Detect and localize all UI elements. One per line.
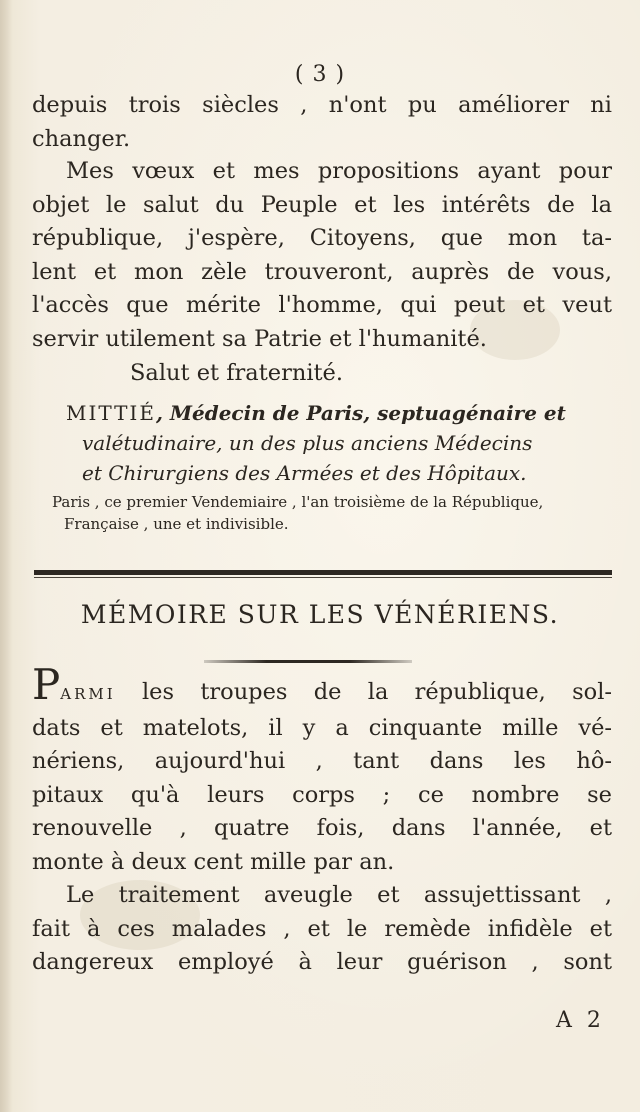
drop-cap: P [32,660,61,709]
text-line: république, j'espère, Citoyens, que mon ta- [32,225,612,251]
dateline-line: Paris , ce premier Vendemiaire , l'an troisième de la République, [52,493,544,511]
paragraph-continuation [32,89,612,156]
section-divider-thin [34,577,612,578]
author-title-line: valétudinaire, un des plus anciens Médecins [82,431,533,455]
text-line: depuis trois siècles , n'ont pu améliorer ni [32,92,612,118]
dateline-line: Française , une et indivisible. [64,515,289,533]
small-caps-word: ARMI [60,685,116,703]
text-line: fait à ces malades , et le remède infidèle et [32,915,612,942]
text-line: nériens, aujourd'hui , tant dans les hô- [32,748,612,774]
paragraph-proposals [32,155,612,356]
signature-block [66,398,616,488]
text-line: dats et matelots, il y a cinquante mille vé- [32,714,612,741]
text-line: changer. [32,125,131,152]
heading-ornament-rule [204,660,412,663]
memoir-body [32,660,612,980]
signature-mark: A 2 [556,1008,605,1033]
section-divider [34,570,612,575]
text-line: renouvelle , quatre fois, dans l'année, et [32,815,612,841]
text-line: servir utilement sa Patrie et l'humanité. [32,325,487,352]
text-line: Le traitement aveugle et assujettissant , [66,882,612,908]
text-line [32,660,612,712]
author-name: MITTIÉ [66,401,156,425]
text-line: monte à deux cent mille par an. [32,848,395,875]
author-title: , Médecin de Paris, septuagénaire et [155,401,566,425]
text-line: lent et mon zèle trouveront, auprès de vous, [32,258,612,285]
text-fragment: les troupes de la république, sol- [115,679,612,705]
salutation: Salut et fraternité. [130,360,344,386]
section-heading: MÉMOIRE SUR LES VÉNÉRIENS. [80,600,560,629]
author-title-line: et Chirurgiens des Armées et des Hôpitaux. [82,461,527,485]
text-line: l'accès que mérite l'homme, qui peut et veut [32,292,612,318]
text-line: Mes vœux et mes propositions ayant pour [66,158,612,184]
page-spine-shadow [0,0,12,1112]
page-number: ( 3 ) [294,62,346,87]
text-line: pitaux qu'à leurs corps ; ce nombre se [32,781,612,808]
text-line: objet le salut du Peuple et les intérêts de la [32,191,612,218]
dateline [52,491,612,535]
text-line: dangereux employé à leur guérison , sont [32,949,612,975]
